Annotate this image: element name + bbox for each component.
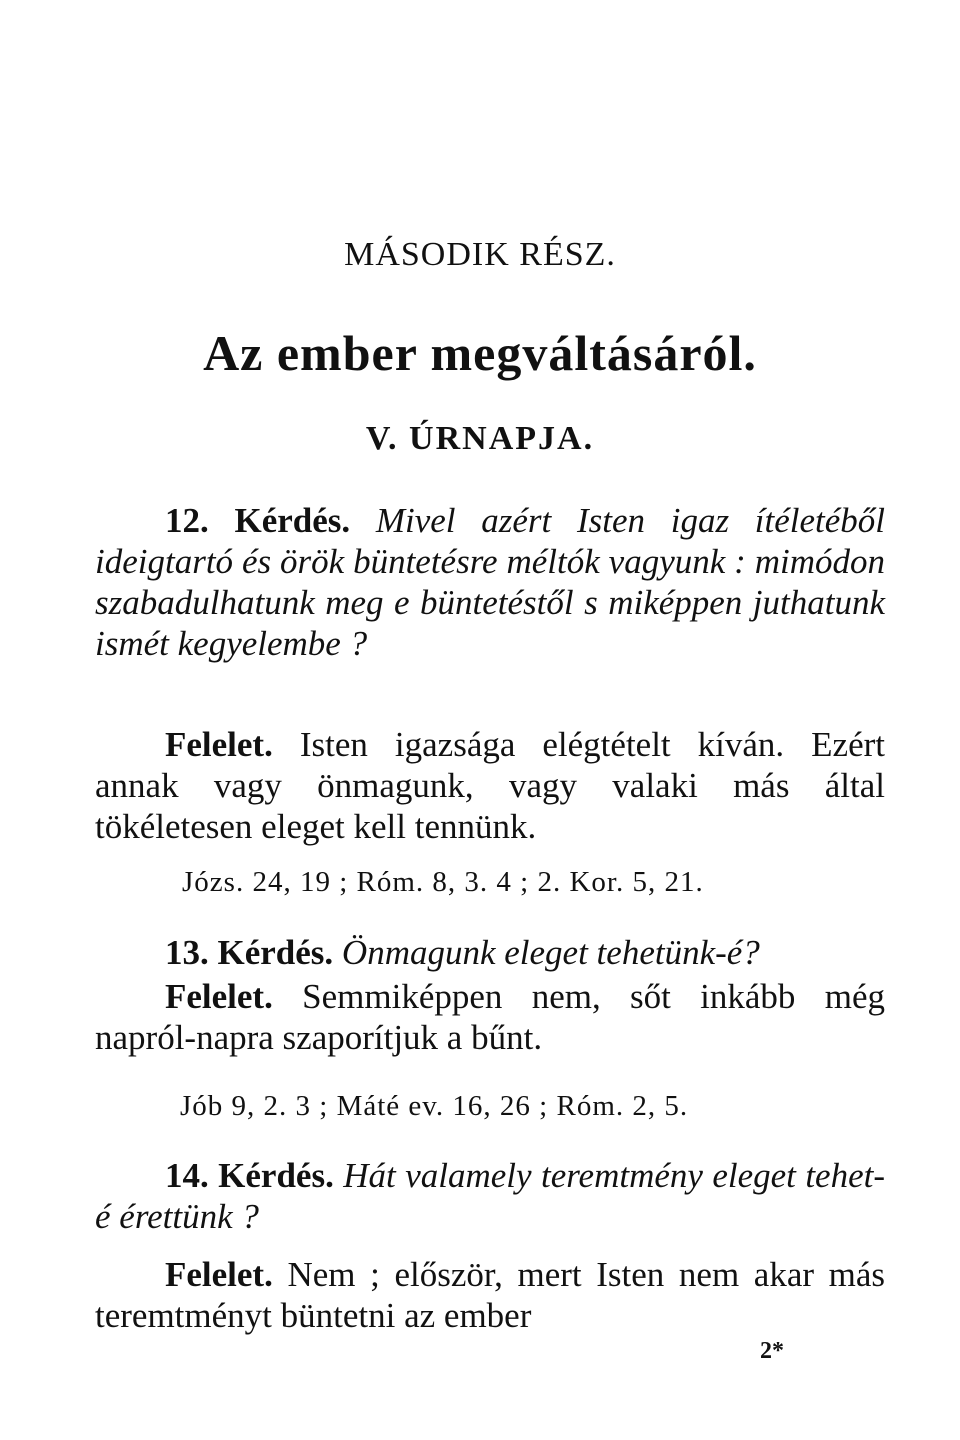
- answer-12: [95, 724, 885, 847]
- answer-14-label: Felelet.: [165, 1255, 273, 1294]
- sunday-heading: V. ÚRNAPJA.: [365, 420, 595, 457]
- answer-12-label: Felelet.: [165, 725, 273, 764]
- answer-14-text: Nem ; először, mert Isten nem akar más teremtményt büntetni az ember: [95, 1255, 886, 1335]
- reference-13: Jób 9, 2. 3 ; Máté ev. 16, 26 ; Róm. 2, 5.: [180, 1090, 689, 1122]
- answer-13-text: Semmiképpen nem, sőt inkább még napról-napra szaporítjuk a bűnt.: [95, 977, 885, 1057]
- question-14-label: 14. Kérdés.: [165, 1156, 334, 1195]
- question-12-text: Mivel azért Isten igaz ítéletéből ideigtartó és örök büntetésre méltók vagyunk : mimódon szabadulhatunk meg e büntetéstől s miképpen juthatunk ismét kegyelembe ?: [95, 501, 886, 663]
- part-heading: MÁSODIK RÉSZ.: [344, 236, 616, 273]
- question-14: [95, 1155, 885, 1237]
- question-13: [95, 932, 885, 973]
- question-12-label: 12. Kérdés.: [165, 501, 351, 540]
- question-14-text: Hát valamely teremtmény eleget tehet-é érettünk ?: [95, 1156, 886, 1236]
- signature-mark: 2*: [760, 1338, 784, 1364]
- reference-12: Józs. 24, 19 ; Róm. 8, 3. 4 ; 2. Kor. 5, 21.: [182, 866, 704, 898]
- question-13-text: Önmagunk eleget tehetünk-é?: [341, 933, 760, 972]
- question-13-label: 13. Kérdés.: [165, 933, 334, 972]
- main-title: Az ember megváltásáról.: [203, 325, 757, 381]
- answer-13-label: Felelet.: [165, 977, 273, 1016]
- answer-14: [95, 1254, 885, 1336]
- question-12: [95, 500, 885, 664]
- answer-12-text: Isten igazsága elégtételt kíván. Ezért annak vagy önmagunk, vagy valaki más által tökéletesen eleget kell tennünk.: [95, 725, 885, 846]
- answer-13: [95, 976, 885, 1058]
